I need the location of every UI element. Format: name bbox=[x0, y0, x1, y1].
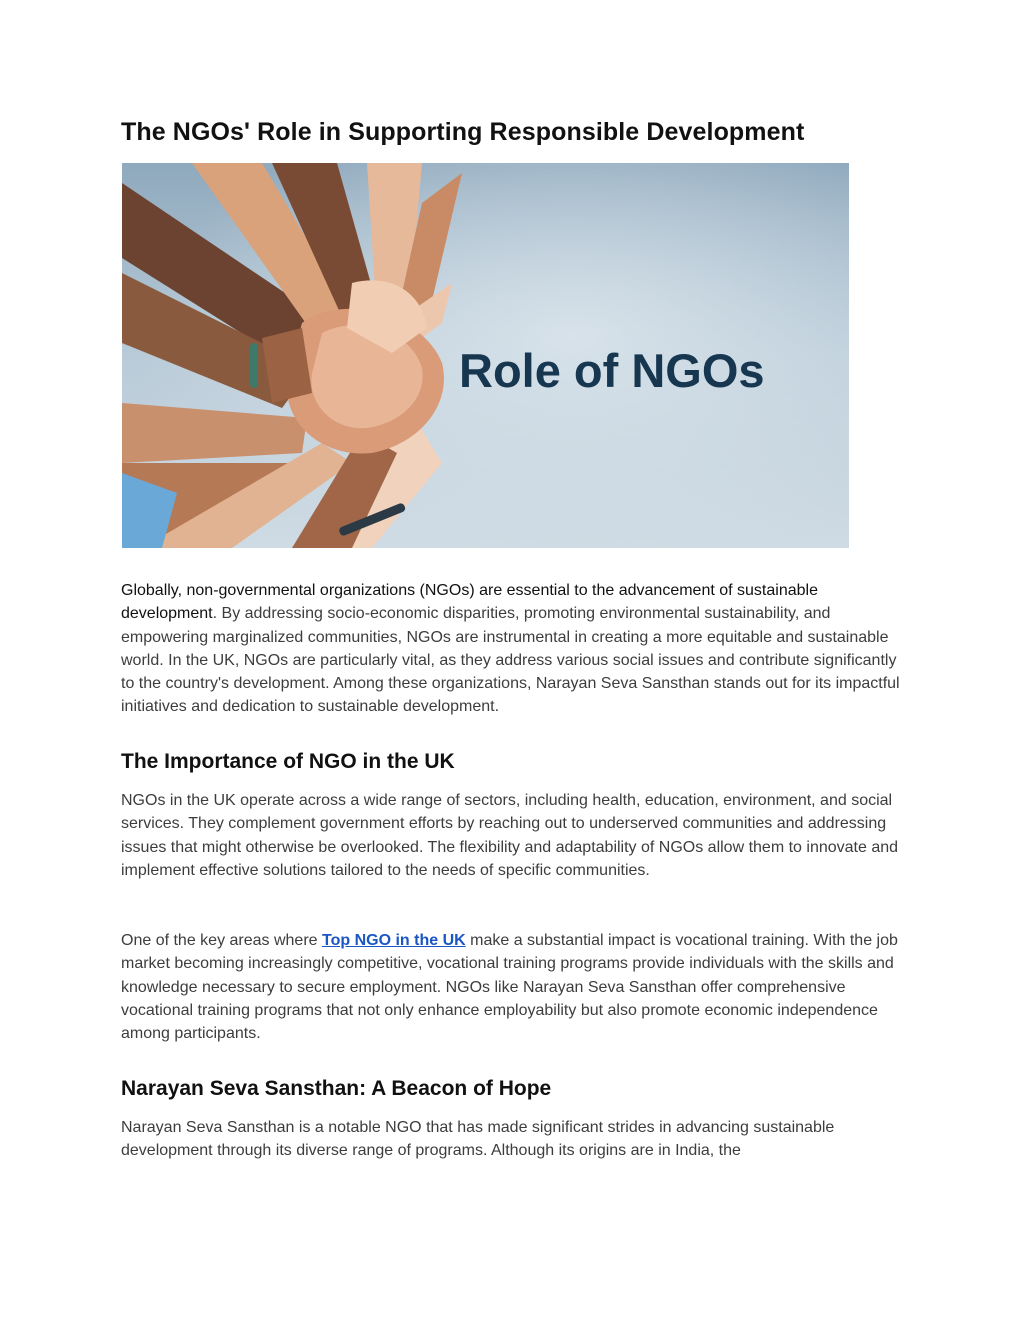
importance-section bbox=[121, 750, 906, 774]
beacon-body bbox=[121, 1116, 906, 1163]
hero-overlay-text: Role of NGOs bbox=[459, 344, 765, 397]
importance-paragraph-1: NGOs in the UK operate across a wide range of sectors, including health, education, environment, and social services. They complement government efforts by reaching out to underserved communities and addressing issues that might otherwise be overlooked. The flexibility and adaptability of NGOs allow them to innovate and implement effective solutions tailored to the needs of specific communities. bbox=[121, 792, 899, 879]
top-ngo-uk-link[interactable]: Top NGO in the UK bbox=[322, 932, 466, 949]
para2-after: make a substantial impact is vocational training. With the job market becoming increasingly competitive, vocational training programs provide individuals with the skills and knowledge necessary to secure employment. NGOs like Narayan Seva Sansthan offer comprehensive vocational training programs that not only enhance employability but also promote economic independence among participants. bbox=[121, 932, 898, 1043]
beacon-heading: Narayan Seva Sansthan: A Beacon of Hope bbox=[121, 1077, 552, 1100]
intro-paragraph bbox=[121, 579, 906, 719]
para2-before: One of the key areas where bbox=[121, 932, 322, 949]
importance-heading: The Importance of NGO in the UK bbox=[121, 750, 455, 773]
importance-body bbox=[121, 789, 906, 882]
importance-paragraph-2 bbox=[121, 929, 906, 1045]
beacon-paragraph-1: Narayan Seva Sansthan is a notable NGO that has made significant strides in advancing sustainable development through its diverse range of programs. Although its origins are in India, the bbox=[121, 1119, 835, 1160]
page-title: The NGOs' Role in Supporting Responsible Development bbox=[121, 118, 805, 146]
beacon-section bbox=[121, 1077, 906, 1101]
intro-rest: . By addressing socio-economic disparities, promoting environmental sustainability, and empowering marginalized communities, NGOs are instrumental in creating a more equitable and sustainable world. In the UK, NGOs are particularly vital, as they address various social issues and contribute significantly to the country's development. Among these organizations, Narayan Seva Sansthan stands out for its impactful initiatives and dedication to sustainable development. bbox=[121, 605, 900, 716]
hero-image bbox=[122, 163, 849, 548]
hands-illustration bbox=[122, 163, 462, 548]
intro-section bbox=[121, 579, 906, 719]
vocational-body bbox=[121, 929, 906, 1045]
intro-lead: Globally, non-governmental organizations (NGOs) are essential to the advancement of sustainable development bbox=[121, 582, 818, 623]
